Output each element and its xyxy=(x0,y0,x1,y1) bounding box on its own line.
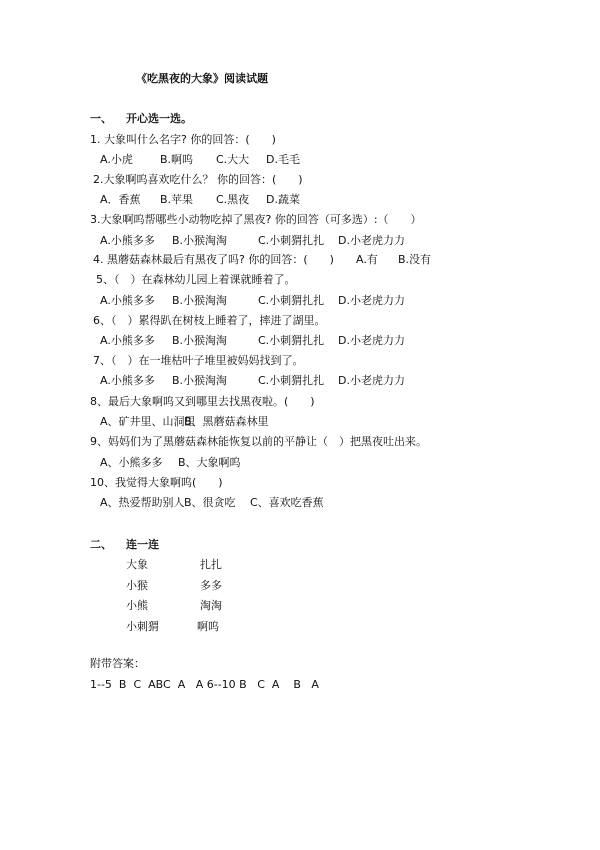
question-8: 8、最后大象啊呜又到哪里去找黑夜啦。( ) xyxy=(90,395,315,408)
question-9: 9、妈妈们为了黑蘑菇森林能恢复以前的平静让（ ）把黑夜吐出来。 xyxy=(90,435,427,448)
question-3-option: B.小猴淘淘 xyxy=(172,234,228,247)
question-5-option: C.小刺猬扎扎 xyxy=(258,294,325,307)
question-2-option: A．香蕉 xyxy=(100,193,141,206)
question-2: 2.大象啊呜喜欢吃什么？ 你的回答：( ) xyxy=(93,173,303,186)
question-8-option: B、黑蘑菇森林里 xyxy=(184,415,269,428)
question-8-option: A、矿井里、山洞里 xyxy=(100,415,196,428)
match-left-item: 小猴 xyxy=(126,579,148,592)
section-1-number: 一、 xyxy=(90,112,112,125)
question-10: 10、我觉得大象啊呜( ) xyxy=(90,476,223,489)
answer-text: 1--5 B C ABC A A 6--10 B C A B A xyxy=(90,678,319,691)
match-left-item: 小熊 xyxy=(126,599,148,612)
match-left-item: 大象 xyxy=(126,558,148,571)
question-6-option: A.小熊多多 xyxy=(100,334,155,347)
match-left-item: 小刺猬 xyxy=(126,620,159,633)
question-7-option: D.小老虎力力 xyxy=(338,374,405,387)
question-1-option: C.大大 xyxy=(216,153,250,166)
question-10-option: C、喜欢吃香蕉 xyxy=(250,496,324,509)
match-right-item: 淘淘 xyxy=(200,599,222,612)
question-3-option: D.小老虎力力 xyxy=(338,234,405,247)
question-2-option: D.蔬菜 xyxy=(266,193,300,206)
match-right-item: 多多 xyxy=(200,579,222,592)
question-7-option: A.小熊多多 xyxy=(100,374,155,387)
question-3-option: A.小熊多多 xyxy=(100,234,155,247)
question-1-option: D.毛毛 xyxy=(266,153,300,166)
question-5: 5、（ ）在森林幼儿园上着课就睡着了。 xyxy=(96,273,296,286)
page-title: 《吃黑夜的大象》阅读试题 xyxy=(136,72,268,85)
question-3-option: C.小刺猬扎扎 xyxy=(258,234,325,247)
answer-label: 附带答案： xyxy=(90,657,145,670)
question-7-option: B.小猴淘淘 xyxy=(172,374,228,387)
question-5-option: A.小熊多多 xyxy=(100,294,155,307)
question-7-option: C.小刺猬扎扎 xyxy=(258,374,325,387)
question-6-option: C.小刺猬扎扎 xyxy=(258,334,325,347)
question-2-option: C.黑夜 xyxy=(216,193,250,206)
match-right-item: 啊呜 xyxy=(197,620,219,633)
question-7: 7、（ ）在一堆枯叶子堆里被妈妈找到了。 xyxy=(93,354,304,367)
question-4-option: B.没有 xyxy=(398,253,432,266)
question-6: 6、（ ）累得趴在树枝上睡着了，摔进了湖里。 xyxy=(93,314,326,327)
question-1: 1. 大象叫什么名字? 你的回答：( ) xyxy=(90,133,276,146)
match-right-item: 扎扎 xyxy=(200,558,222,571)
question-6-option: B.小猴淘淘 xyxy=(172,334,228,347)
question-9-option: B、大象啊呜 xyxy=(178,456,241,469)
question-10-option: A、热爱帮助别人 xyxy=(100,496,185,509)
question-1-option: A.小虎 xyxy=(100,153,133,166)
section-1-heading: 开心选一选。 xyxy=(126,112,192,125)
question-10-option: B、很贪吃 xyxy=(184,496,236,509)
question-6-option: D.小老虎力力 xyxy=(338,334,405,347)
question-2-option: B.苹果 xyxy=(160,193,194,206)
question-9-option: A、小熊多多 xyxy=(100,456,163,469)
question-5-option: D.小老虎力力 xyxy=(338,294,405,307)
question-4: 4. 黑蘑菇森林最后有黑夜了吗? 你的回答：( ) xyxy=(93,253,334,266)
question-5-option: B.小猴淘淘 xyxy=(172,294,228,307)
question-1-option: B.啊呜 xyxy=(160,153,194,166)
section-2-heading: 连一连 xyxy=(126,538,159,551)
question-4-option: A.有 xyxy=(356,253,378,266)
section-2-number: 二、 xyxy=(90,538,112,551)
question-3: 3.大象啊呜帮哪些小动物吃掉了黑夜? 你的回答（可多选）:（ ） xyxy=(90,213,422,226)
